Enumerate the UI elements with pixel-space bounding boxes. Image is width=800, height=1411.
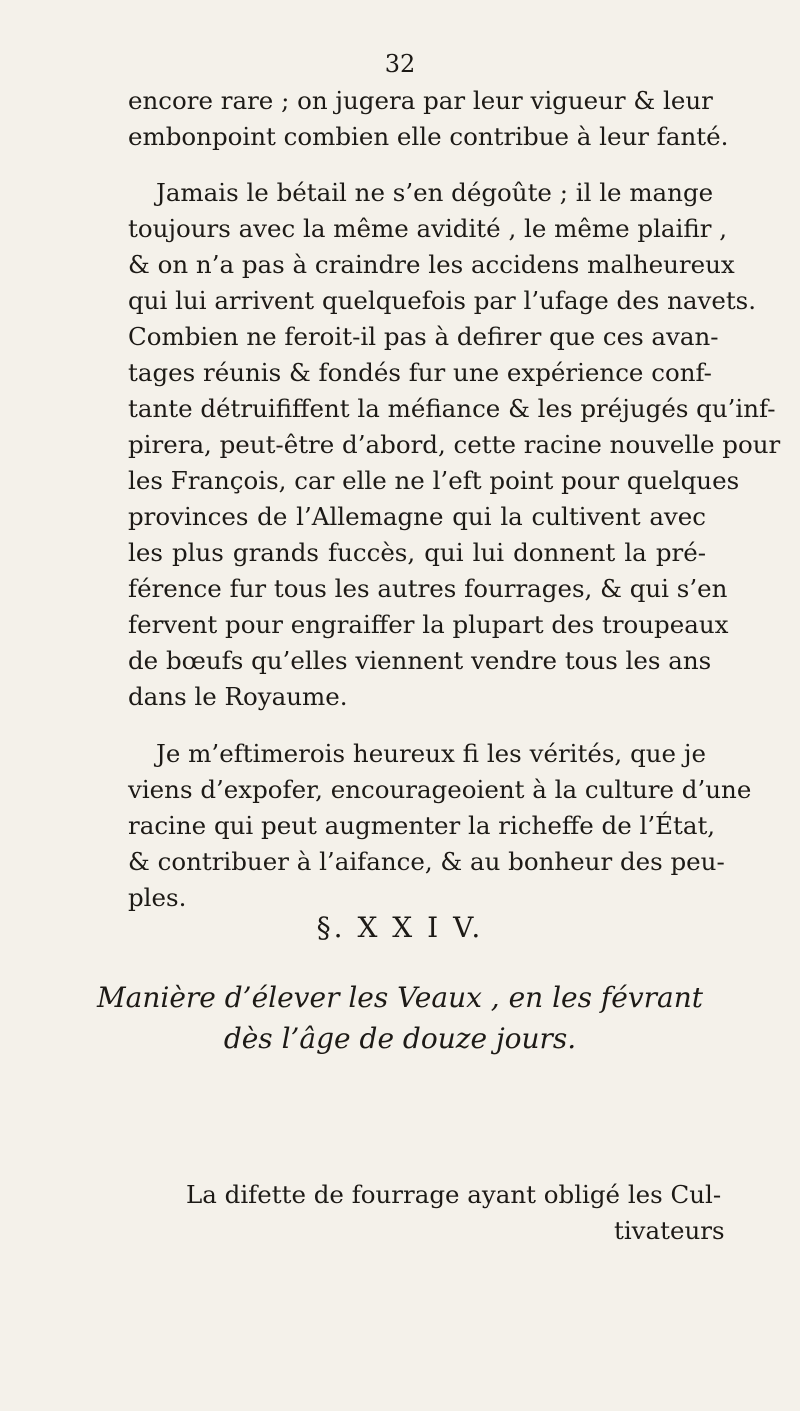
catchword: tivateurs — [614, 1216, 725, 1245]
text-line: les François, car elle ne l’eft point pour quelques — [128, 466, 740, 495]
text-line: pirera, peut-être d’abord, cette racine nouvelle pour — [128, 430, 781, 459]
text-line: les plus grands fuccès, qui lui donnent la pré- — [128, 538, 706, 567]
text-line: toujours avec la même avidité , le même plaifir , — [128, 214, 727, 243]
text-line: La difette de fourrage ayant obligé les Cul- — [186, 1180, 722, 1209]
section-heading: Manière d’élever les Veaux , en les févrant — [96, 981, 704, 1014]
text-line: & on n’a pas à craindre les accidens malheureux — [128, 250, 735, 279]
text-line: tages réunis & fondés fur une expérience conf- — [128, 358, 712, 387]
text-line: qui lui arrivent quelquefois par l’ufage des navets. — [128, 286, 757, 315]
text-line: & contribuer à l’aifance, & au bonheur des peu- — [128, 847, 725, 876]
text-line: embonpoint combien elle contribue à leur fanté. — [128, 122, 729, 151]
section-heading: dès l’âge de douze jours. — [223, 1022, 577, 1055]
text-line: tante détruififfent la méfiance & les préjugés qu’inf- — [128, 394, 776, 423]
section-number: §. X X I V. — [316, 911, 484, 944]
text-line: encore rare ; on jugera par leur vigueur & leur — [128, 86, 713, 115]
text-line: ples. — [128, 883, 187, 912]
text-line: Jamais le bétail ne s’en dégoûte ; il le mange — [156, 178, 714, 207]
text-line: racine qui peut augmenter la richeffe de l’État, — [128, 811, 716, 840]
text-line: férence fur tous les autres fourrages, & qui s’en — [128, 574, 728, 603]
text-line: viens d’expofer, encourageoient à la culture d’une — [128, 775, 752, 804]
text-line: provinces de l’Allemagne qui la cultivent avec — [128, 502, 706, 531]
text-line: Combien ne feroit-il pas à defirer que ces avan- — [128, 322, 719, 351]
text-line: dans le Royaume. — [128, 682, 348, 711]
text-line: de bœufs qu’elles viennent vendre tous les ans — [128, 646, 712, 675]
page-number: 32 — [384, 50, 416, 78]
text-line: Je m’eftimerois heureux fi les vérités, que je — [156, 739, 706, 768]
text-line: fervent pour engraiffer la plupart des troupeaux — [128, 610, 729, 639]
